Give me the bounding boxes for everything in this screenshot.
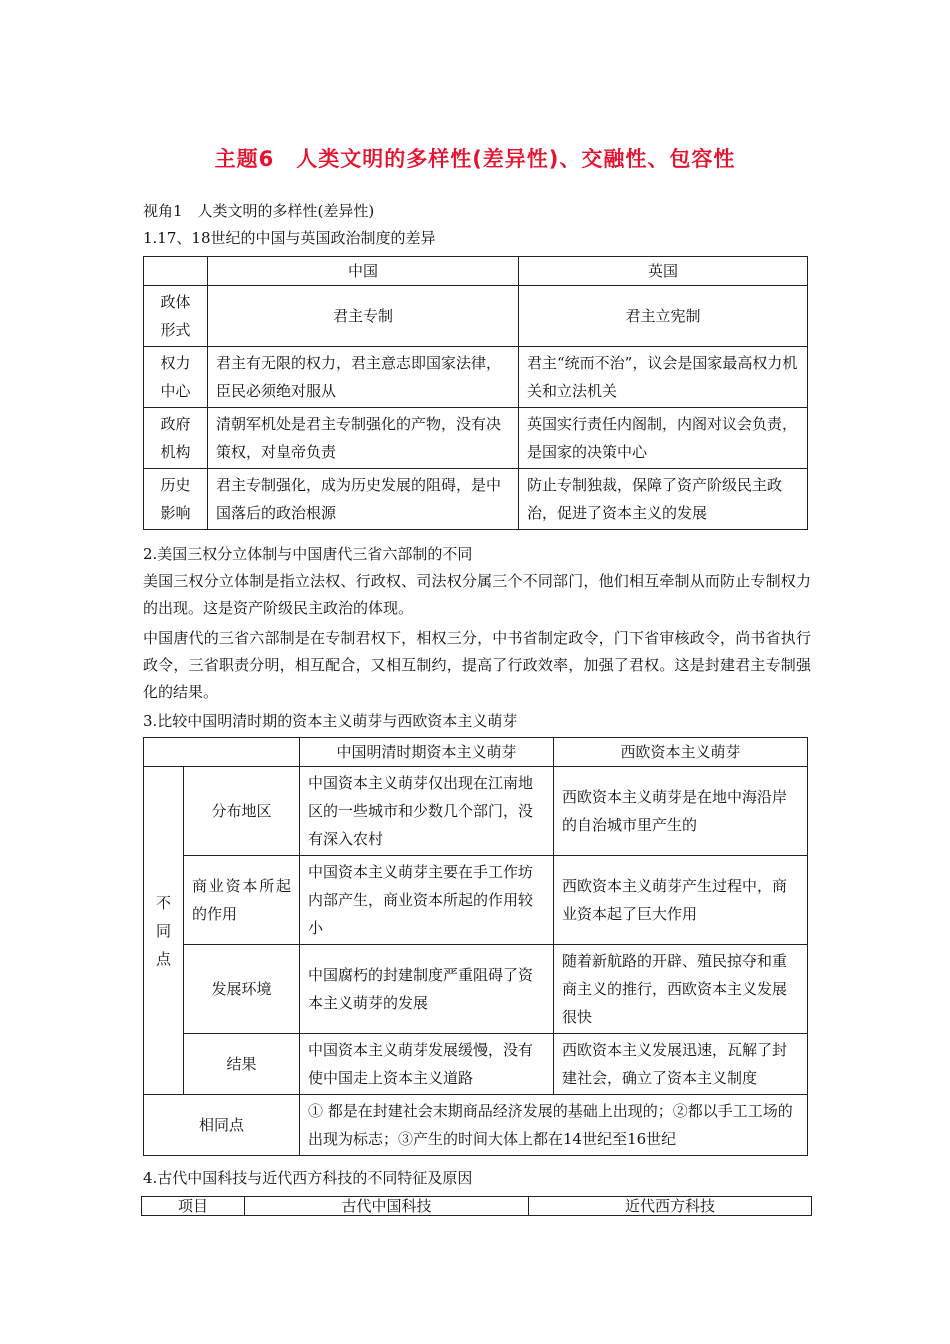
- row-label: 权力 中心: [144, 347, 208, 408]
- table-china-britain: [143, 256, 808, 530]
- table-cell: 君主专制强化，成为历史发展的阻碍，是中国落后的政治根源: [208, 469, 519, 530]
- table-cell: 随着新航路的开辟、殖民掠夺和重商主义的推行，西欧资本主义发展很快: [554, 945, 808, 1034]
- table-row: [144, 347, 808, 408]
- table-header-row: [144, 738, 808, 767]
- table-row: [144, 286, 808, 347]
- page-title: 主题6 人类文明的多样性(差异性)、交融性、包容性: [214, 147, 736, 171]
- table-row: [144, 408, 808, 469]
- table-cell: 清朝军机处是君主专制强化的产物，没有决策权，对皇帝负责: [208, 408, 519, 469]
- paragraph-us-system: 美国三权分立体制是指立法权、行政权、司法权分属三个不同部门，他们相互牵制从而防止专制权力的出现。这是资产阶级民主政治的体现。: [143, 572, 811, 617]
- table-row: [144, 1034, 808, 1095]
- header-cell: 英国: [519, 257, 808, 286]
- table-cell: 西欧资本主义发展迅速，瓦解了封建社会，确立了资本主义制度: [554, 1034, 808, 1095]
- table-cell: 中国资本主义萌芽发展缓慢，没有使中国走上资本主义道路: [300, 1034, 554, 1095]
- table-capitalism-sprouts: [143, 737, 808, 1156]
- row-label: 相同点: [144, 1095, 300, 1156]
- table-cell: 君主专制: [208, 286, 519, 347]
- header-cell: [144, 257, 208, 286]
- group-label: 不 同 点: [144, 767, 184, 1095]
- table-cell: 君主立宪制: [519, 286, 808, 347]
- row-label: 发展环境: [184, 945, 300, 1034]
- table-cell: 君主“统而不治”，议会是国家最高权力机关和立法机关: [519, 347, 808, 408]
- table-cell: 防止专制独裁，保障了资产阶级民主政治，促进了资本主义的发展: [519, 469, 808, 530]
- header-cell: 西欧资本主义萌芽: [554, 738, 808, 767]
- row-label: 政体 形式: [144, 286, 208, 347]
- table-cell: 中国资本主义萌芽主要在手工作坊内部产生，商业资本所起的作用较小: [300, 856, 554, 945]
- row-label: 政府 机构: [144, 408, 208, 469]
- table-cell: 中国腐朽的封建制度严重阻碍了资本主义萌芽的发展: [300, 945, 554, 1034]
- table-row: [144, 945, 808, 1034]
- table-header-row: [144, 257, 808, 286]
- table-cell: 英国实行责任内阁制，内阁对议会负责，是国家的决策中心: [519, 408, 808, 469]
- row-label: 商业资本所起的作用: [184, 856, 300, 945]
- table-cell: ① 都是在封建社会末期商品经济发展的基础上出现的；②都以手工工场的出现为标志；③产生的时间大体上都在14世纪至16世纪: [300, 1095, 808, 1156]
- heading-4: 4.古代中国科技与近代西方科技的不同特征及原因: [143, 1169, 473, 1187]
- header-cell: 古代中国科技: [245, 1197, 529, 1216]
- heading-3: 3.比较中国明清时期的资本主义萌芽与西欧资本主义萌芽: [143, 712, 518, 730]
- table-row: [144, 856, 808, 945]
- header-cell: 项目: [142, 1197, 245, 1216]
- header-cell: 中国: [208, 257, 519, 286]
- table-science-tech: [141, 1196, 812, 1216]
- table-row: [144, 767, 808, 856]
- table-cell: 西欧资本主义萌芽产生过程中，商业资本起了巨大作用: [554, 856, 808, 945]
- row-label: 历史 影响: [144, 469, 208, 530]
- header-cell: 近代西方科技: [529, 1197, 812, 1216]
- row-label: 结果: [184, 1034, 300, 1095]
- paragraph-tang-system: 中国唐代的三省六部制是在专制君权下，相权三分，中书省制定政令，门下省审核政令，尚书省执行政令，三省职责分明，相互配合，又相互制约，提高了行政效率，加强了君权。这是封建君主专制强化的结果。: [143, 629, 811, 701]
- row-label: 分布地区: [184, 767, 300, 856]
- heading-2: 2.美国三权分立体制与中国唐代三省六部制的不同: [143, 545, 473, 563]
- table-header-row: [142, 1197, 812, 1216]
- section-heading: 视角1 人类文明的多样性(差异性): [143, 202, 375, 220]
- header-cell: 中国明清时期资本主义萌芽: [300, 738, 554, 767]
- table-row: [144, 1095, 808, 1156]
- heading-1: 1.17、18世纪的中国与英国政治制度的差异: [143, 229, 436, 247]
- table-row: [144, 469, 808, 530]
- header-cell: [144, 738, 300, 767]
- table-cell: 君主有无限的权力，君主意志即国家法律，臣民必须绝对服从: [208, 347, 519, 408]
- table-cell: 中国资本主义萌芽仅出现在江南地区的一些城市和少数几个部门，没有深入农村: [300, 767, 554, 856]
- table-cell: 西欧资本主义萌芽是在地中海沿岸的自治城市里产生的: [554, 767, 808, 856]
